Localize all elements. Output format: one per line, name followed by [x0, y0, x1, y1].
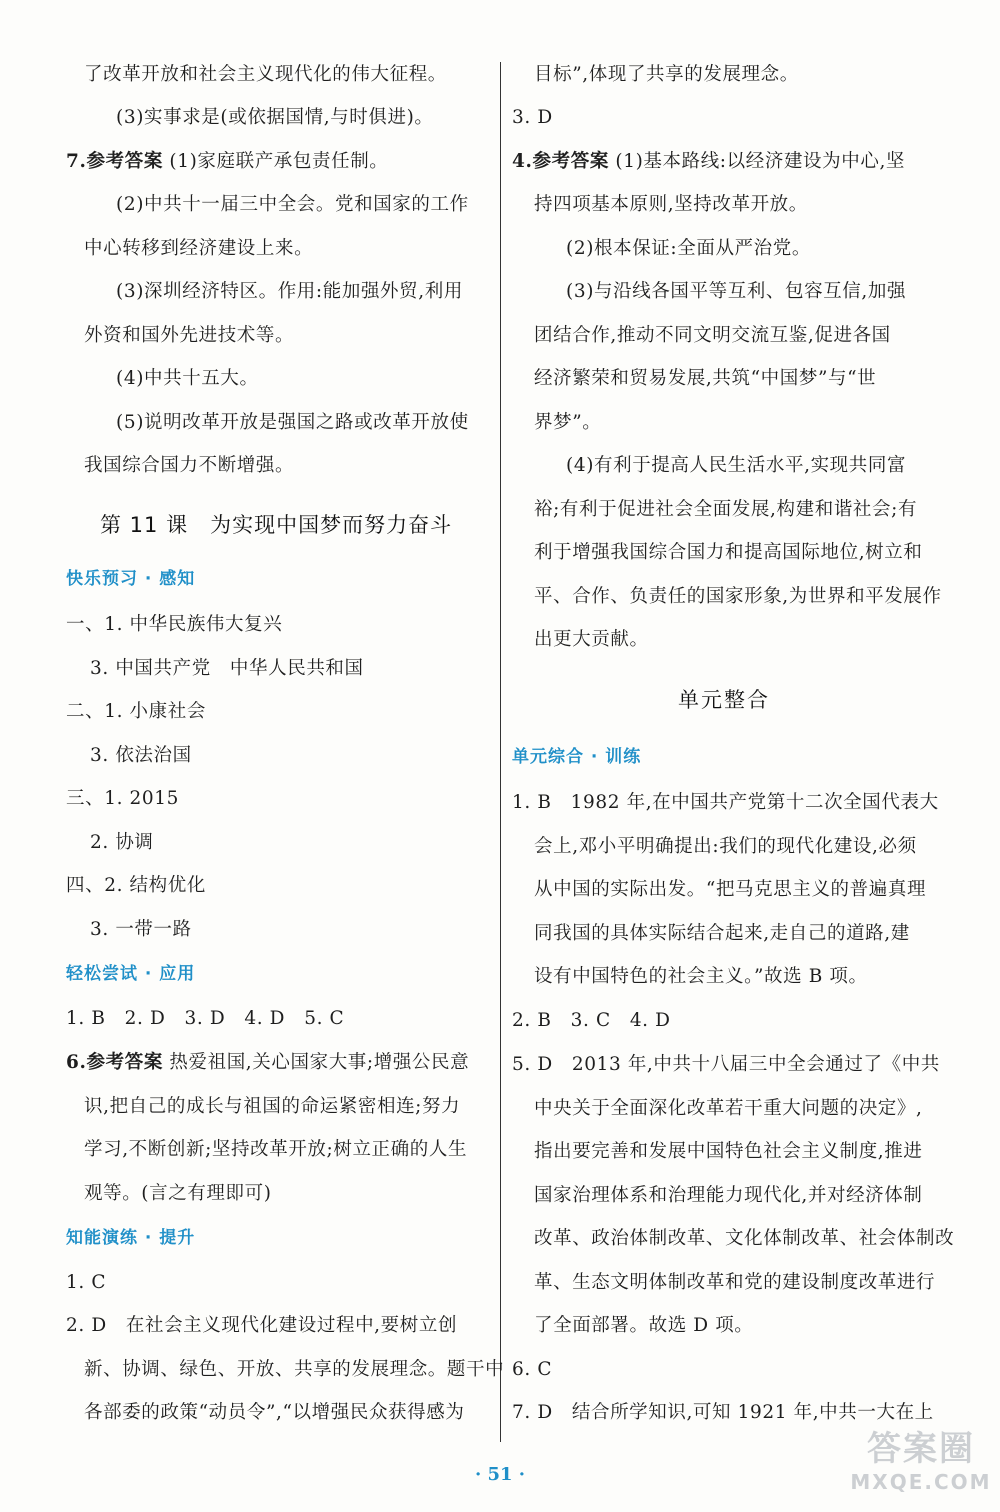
text-line: 外资和国外先进技术等。 [84, 325, 295, 346]
text-line: (3)与沿线各国平等互利、包容互信,加强 [566, 281, 907, 302]
text-line: 界梦”。 [534, 412, 602, 433]
text-line: (2)中共十一届三中全会。党和国家的工作 [116, 194, 469, 215]
page-number: · 51 · [474, 1464, 526, 1485]
text-line: 目标”,体现了共享的发展理念。 [534, 64, 799, 85]
text-line: 2. B 3. C 4. D [512, 1010, 671, 1031]
text-line: 三、1. 2015 [66, 788, 180, 809]
section-heading-try: 轻松尝试 · 应用 [66, 964, 196, 984]
text-line: 革、生态文明体制改革和党的建设制度改革进行 [534, 1272, 936, 1293]
watermark-text: 答案圈 [867, 1429, 975, 1469]
text-line: 7. D 结合所学知识,可知 1921 年,中共一大在上 [512, 1402, 934, 1423]
question-number: 7. [66, 151, 87, 172]
text-line: 从中国的实际出发。“把马克思主义的普遍真理 [534, 879, 927, 900]
text-line: 了改革开放和社会主义现代化的伟大征程。 [84, 64, 447, 85]
section-heading-practice: 知能演练 · 提升 [66, 1228, 196, 1248]
text-line: (3)实事求是(或依据国情,与时俱进)。 [116, 107, 434, 128]
text-line: (3)深圳经济特区。作用:能加强外贸,利用 [116, 281, 463, 302]
text-line: 中央关于全面深化改革若干重大问题的决定》, [534, 1098, 923, 1119]
text-line: 指出要完善和发展中国特色社会主义制度,推进 [534, 1141, 923, 1162]
column-divider [500, 62, 501, 1442]
text-line: 观等。(言之有理即可) [84, 1183, 272, 1204]
answer-7-line [66, 149, 388, 175]
text-line: 1. C [66, 1272, 107, 1293]
text-line: (2)根本保证:全面从严治党。 [566, 238, 811, 259]
text-line: 学习,不断创新;坚持改革开放;树立正确的人生 [84, 1139, 468, 1160]
text-line: 3. 中国共产党 中华人民共和国 [90, 658, 364, 679]
text-line: 改革、政治体制改革、文化体制改革、社会体制改 [534, 1228, 955, 1249]
text-line: 1. B 1982 年,在中国共产党第十二次全国代表大 [512, 792, 939, 813]
text-line: 2. D 在社会主义现代化建设过程中,要树立创 [66, 1315, 458, 1336]
text-line: (4)中共十五大。 [116, 368, 259, 389]
section-heading-unit-training: 单元综合 · 训练 [512, 747, 642, 767]
text-line: 持四项基本原则,坚持改革开放。 [534, 194, 808, 215]
text-line: 新、协调、绿色、开放、共享的发展理念。题干中 [84, 1359, 505, 1380]
text-line: 设有中国特色的社会主义。”故选 B 项。 [534, 966, 868, 987]
text-line: 中心转移到经济建设上来。 [84, 238, 314, 259]
text-line: 我国综合国力不断增强。 [84, 455, 295, 476]
text-line: 四、2. 结构优化 [66, 875, 206, 896]
text-line: 平、合作、负责任的国家形象,为世界和平发展作 [534, 586, 942, 607]
answer-text: (1)基本路线:以经济建设为中心,坚 [615, 151, 906, 172]
lesson-title: 第 11 课 为实现中国梦而努力奋斗 [100, 513, 453, 537]
text-line: (4)有利于提高人民生活水平,实现共同富 [566, 455, 907, 476]
answer-text: 热爱祖国,关心国家大事;增强公民意 [169, 1052, 470, 1073]
text-line: 各部委的政策“动员令”,“以增强民众获得感为 [84, 1402, 465, 1423]
text-line: 会上,邓小平明确提出:我们的现代化建设,必须 [534, 836, 917, 857]
watermark-logo [846, 1428, 996, 1508]
text-line: 利于增强我国综合国力和提高国际地位,树立和 [534, 542, 923, 563]
answer-4-line [512, 149, 905, 175]
answer-6-line [66, 1050, 469, 1076]
question-number: 4. [512, 151, 533, 172]
text-line: 3. D [512, 107, 553, 128]
text-line: 国家治理体系和治理能力现代化,并对经济体制 [534, 1185, 923, 1206]
text-line: 识,把自己的成长与祖国的命运紧密相连;努力 [84, 1096, 461, 1117]
text-line: 出更大贡献。 [534, 629, 649, 650]
text-line: 团结合作,推动不同文明交流互鉴,促进各国 [534, 325, 891, 346]
question-number: 6. [66, 1052, 87, 1073]
section-heading-preview: 快乐预习 · 感知 [66, 569, 196, 589]
watermark-url: MXQE.COM [850, 1470, 992, 1494]
text-line: (5)说明改革开放是强国之路或改革开放使 [116, 412, 469, 433]
text-line: 3. 依法治国 [90, 745, 192, 766]
text-line: 6. C [512, 1359, 553, 1380]
unit-title: 单元整合 [678, 688, 770, 712]
text-line: 一、1. 中华民族伟大复兴 [66, 614, 283, 635]
text-line: 经济繁荣和贸易发展,共筑“中国梦”与“世 [534, 368, 877, 389]
text-line: 了全面部署。故选 D 项。 [534, 1315, 754, 1336]
text-line: 5. D 2013 年,中共十八届三中全会通过了《中共 [512, 1054, 940, 1075]
text-line: 同我国的具体实际结合起来,走自己的道路,建 [534, 923, 910, 944]
text-line: 裕;有利于促进社会全面发展,构建和谐社会;有 [534, 499, 918, 520]
text-line: 3. 一带一路 [90, 919, 192, 940]
text-line: 1. B 2. D 3. D 4. D 5. C [66, 1008, 345, 1029]
text-line: 2. 协调 [90, 832, 154, 853]
reference-answer-label: 参考答案 [532, 151, 609, 172]
reference-answer-label: 参考答案 [86, 1052, 163, 1073]
text-line: 二、1. 小康社会 [66, 701, 206, 722]
reference-answer-label: 参考答案 [86, 151, 163, 172]
answer-text: (1)家庭联产承包责任制。 [169, 151, 389, 172]
